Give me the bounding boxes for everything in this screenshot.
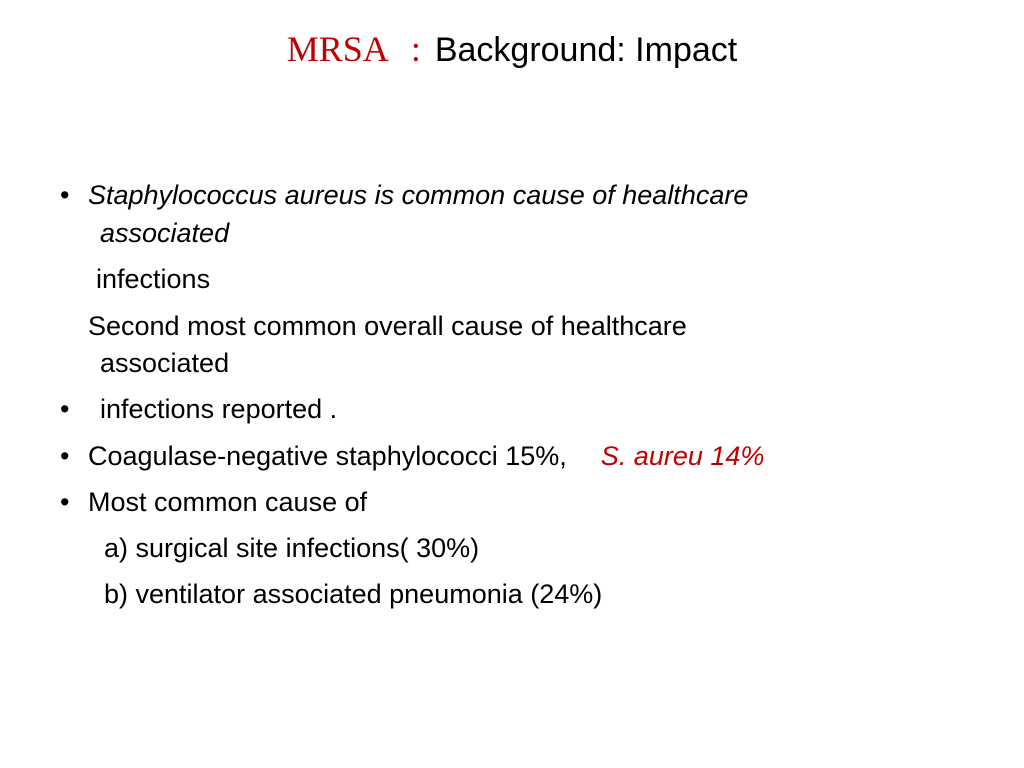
bullet-item-2-line-1: Second most common overall cause of healthcare — [88, 311, 687, 341]
bullet-item-3-text: Coagulase-negative staphylococci 15%, — [88, 441, 567, 471]
sub-item-a: a) surgical site infections( 30%) — [104, 533, 480, 563]
sub-item-b: b) ventilator associated pneumonia (24%) — [104, 579, 603, 609]
bullet-item-1-line-1: Staphylococcus aureus is common cause of healthcare — [88, 180, 749, 210]
title-subtitle: Background: Impact — [434, 31, 738, 69]
bullet-item-1-line-2: associated — [100, 218, 230, 248]
title-mrsa: MRSA — [286, 29, 389, 69]
bullet-item-2 — [60, 394, 337, 426]
bullet-item-4 — [60, 487, 367, 519]
bullet-item-3-highlight: S. aureu 14% — [600, 441, 765, 471]
bullet-item-3 — [60, 441, 764, 473]
bullet-item-2-line-2: associated — [100, 348, 230, 378]
bullet-item-1 — [60, 180, 748, 212]
bullet-item-4-text: Most common cause of — [88, 487, 368, 517]
bullet-item-1-line-3: infections — [96, 264, 211, 294]
bullet-marker: • — [60, 441, 70, 471]
bullet-marker: • — [60, 180, 70, 210]
slide-title — [0, 28, 1024, 70]
bullet-marker: • — [60, 394, 70, 424]
bullet-marker: • — [60, 487, 70, 517]
bullet-item-2-line-3: infections reported . — [100, 394, 338, 424]
title-separator: : — [410, 29, 421, 69]
